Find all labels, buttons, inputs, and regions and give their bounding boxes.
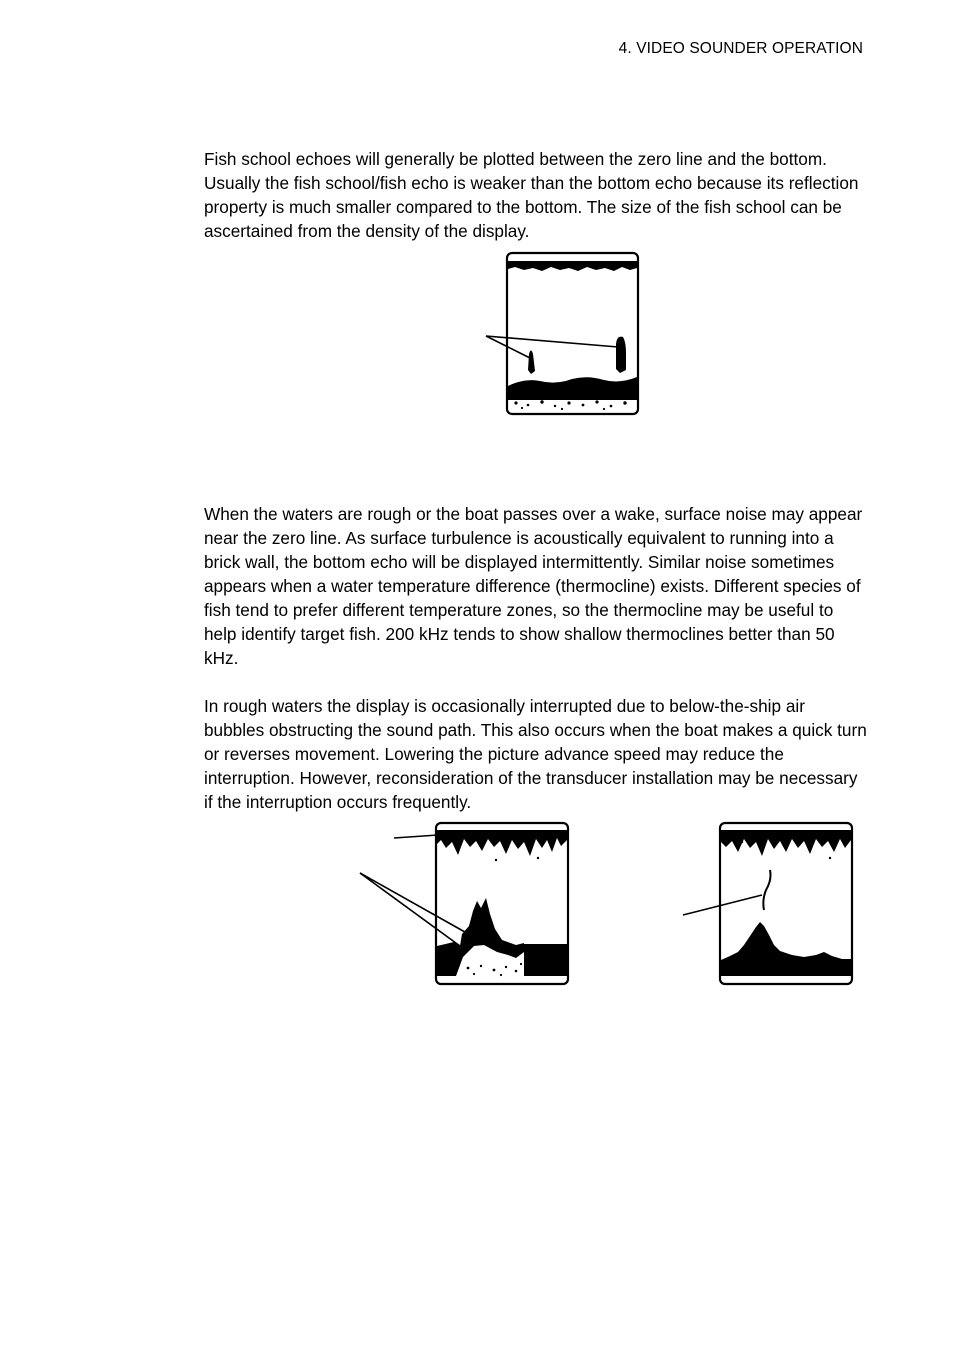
echo-display-surface-noise-icon	[360, 823, 568, 984]
figure-surface-noise	[356, 818, 576, 990]
paragraph-surface-noise: When the waters are rough or the boat passes over a wake, surface noise may appear near the zero line. As surface turbulence is acoustically equivalent to running into a brick wall, the bottom echo will be displayed intermittently. Similar noise sometimes appears when a water temperature difference (thermocline) exists. Different species of fish tend to prefer different temperature zones, so the thermocline may be useful to help identify target fish. 200 kHz tends to show shallow thermoclines better than 50 kHz.	[204, 504, 863, 668]
page-header: 4. VIDEO SOUNDER OPERATION	[618, 40, 863, 57]
figure-fish-school	[484, 250, 644, 420]
paragraph-fish-school: Fish school echoes will generally be plotted between the zero line and the bottom. Usually the fish school/fish echo is weaker than the bottom echo because its reflection property is much smaller compared to the bottom. The size of the fish school can be ascertained from the density of the display.	[204, 149, 859, 241]
paragraph-air-bubbles: In rough waters the display is occasionally interrupted due to below-the-ship air bubbles obstructing the sound path. This also occurs when the boat makes a quick turn or reverses movement. Lowering the picture advance speed may reduce the interruption. However, reconsideration of the transducer installation may be necessary if the interruption occurs frequently.	[204, 696, 867, 812]
echo-display-thermocline-icon	[683, 823, 852, 984]
echo-display-fish-school-icon	[486, 253, 638, 414]
figure-thermocline	[680, 818, 860, 990]
